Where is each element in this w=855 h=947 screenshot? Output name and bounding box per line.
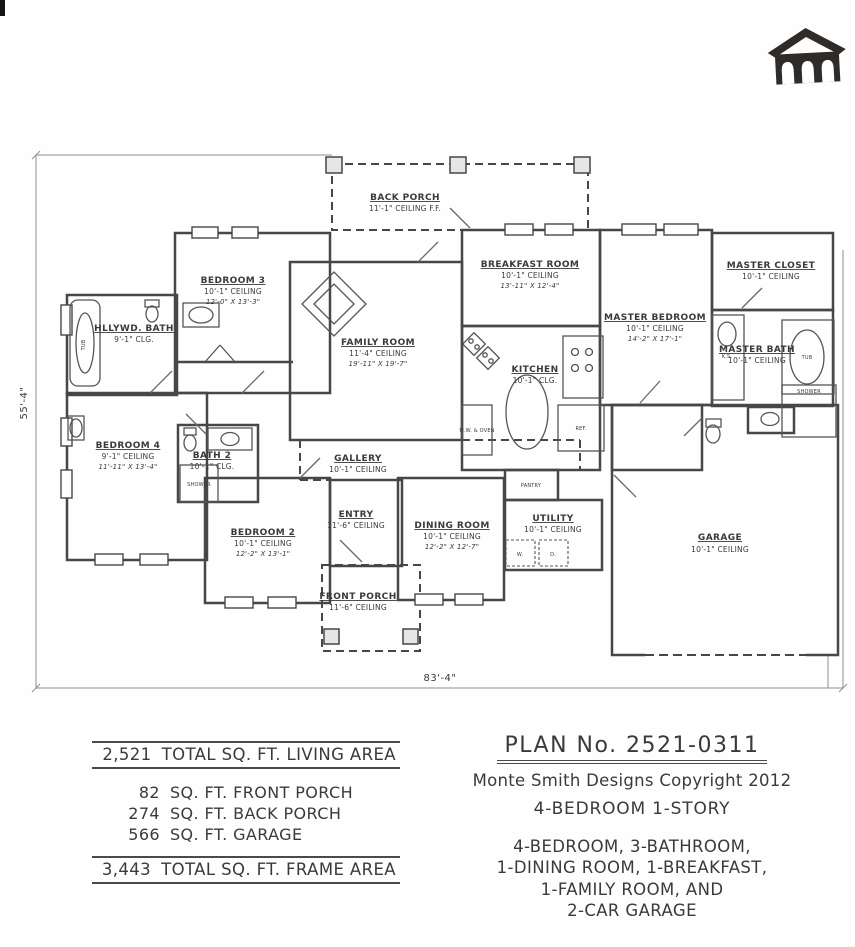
room-label-front-porch: FRONT PORCH	[319, 592, 397, 602]
toilet-bath2	[184, 428, 196, 435]
walls	[67, 230, 838, 655]
svg-text:10'-1" CEILING: 10'-1" CEILING	[501, 271, 559, 280]
room-label-kitchen: KITCHEN	[511, 365, 559, 375]
svg-text:10'-1" CEILING: 10'-1" CEILING	[626, 324, 684, 333]
square-footage-stats	[92, 741, 400, 884]
refrigerator-label: REF.	[575, 426, 587, 432]
sink-hall	[761, 413, 779, 426]
copyright-line: Monte Smith Designs Copyright 2012	[472, 771, 792, 790]
fireplace	[302, 272, 366, 336]
frame-area-total	[92, 856, 400, 884]
pantry-label: PANTRY	[520, 483, 542, 489]
living-area-value: 2,521	[102, 745, 152, 764]
room-label-breakfast: BREAKFAST ROOM	[480, 260, 580, 270]
height-dimension: 55'-4"	[19, 386, 30, 420]
svg-text:11'-4" CEILING: 11'-4" CEILING	[349, 349, 407, 358]
room-label-bedroom-3: BEDROOM 3	[200, 276, 266, 286]
width-dimension: 83'-4"	[423, 673, 457, 684]
porch-outlines	[300, 164, 588, 651]
area-breakdown	[92, 783, 400, 844]
kitchen-sink-label: K.S.	[721, 354, 733, 360]
kitchen-island	[506, 375, 548, 449]
room-label-entry: ENTRY	[338, 510, 374, 520]
svg-text:10'-1" CEILING: 10'-1" CEILING	[234, 539, 292, 548]
svg-text:10'-1" CEILING: 10'-1" CEILING	[742, 272, 800, 281]
room-label-master-closet: MASTER CLOSET	[726, 261, 816, 271]
washer-dryer	[506, 540, 568, 566]
svg-text:13'-11" X 12'-4": 13'-11" X 12'-4"	[500, 282, 560, 290]
svg-text:12'-2" X 12'-7": 12'-2" X 12'-7"	[424, 543, 480, 551]
tub-master-label: TUB	[801, 355, 813, 361]
svg-text:11'-6" CEILING: 11'-6" CEILING	[329, 603, 387, 612]
svg-text:10'-1" CEILING: 10'-1" CEILING	[524, 525, 582, 534]
shower-master-label: SHOWER	[797, 389, 821, 395]
room-label-dining-room: DINING ROOM	[414, 521, 490, 531]
svg-text:10'-1" CLG.: 10'-1" CLG.	[189, 462, 235, 471]
svg-text:12'-0" X 13'-3": 12'-0" X 13'-3"	[205, 298, 261, 306]
fixtures	[68, 272, 836, 502]
shower-bath2-label: SHOWER	[187, 482, 211, 488]
svg-text:11'-6" CEILING: 11'-6" CEILING	[327, 521, 385, 530]
toilet-powder	[706, 419, 721, 427]
svg-text:10'-1" CEILING: 10'-1" CEILING	[423, 532, 481, 541]
plan-description: 4-BEDROOM, 3-BATHROOM, 1-DINING ROOM, 1-BREAKFAST, 1-FAMILY ROOM, AND 2-CAR GARAGE	[496, 837, 768, 921]
room-label-master-bath: MASTER BATH	[719, 345, 795, 355]
garage-area: 566 SQ. FT. GARAGE	[128, 825, 303, 844]
svg-text:10'-1" CEILING: 10'-1" CEILING	[728, 356, 786, 365]
room-label-family-room: FAMILY ROOM	[341, 338, 415, 348]
svg-text:10'-1" CEILING: 10'-1" CEILING	[204, 287, 262, 296]
room-label-bath-2: BATH 2	[192, 451, 232, 461]
frame-area-value: 3,443	[101, 860, 152, 879]
room-label-bedroom-4: BEDROOM 4	[95, 441, 161, 451]
tub-label: TUB	[81, 339, 87, 351]
washer-label: W.	[516, 552, 524, 558]
svg-text:11'-11" X 13'-4": 11'-11" X 13'-4"	[98, 463, 158, 471]
plan-number: PLAN No. 2521-0311	[497, 733, 768, 764]
svg-text:12'-2" X 13'-1": 12'-2" X 13'-1"	[235, 550, 291, 558]
sink-counter-bath2	[208, 428, 252, 450]
room-label-utility: UTILITY	[532, 514, 574, 524]
story-line: 4-BEDROOM 1-STORY	[533, 799, 731, 819]
room-label-bedroom-2: BEDROOM 2	[230, 528, 296, 538]
svg-text:10'-1" CEILING: 10'-1" CEILING	[329, 465, 387, 474]
dryer-label: D.	[550, 552, 556, 558]
frame-area-label: TOTAL SQ. FT. FRAME AREA	[161, 860, 396, 879]
room-label-gallery: GALLERY	[334, 454, 382, 464]
room-label-master-bedroom: MASTER BEDROOM	[603, 313, 707, 323]
svg-text:14'-2" X 17'-1": 14'-2" X 17'-1"	[627, 335, 683, 343]
front-porch-area: 82 SQ. FT. FRONT PORCH	[138, 783, 353, 802]
room-labels	[94, 193, 815, 612]
room-label-hollywood-bath: HLLYWD. BATH	[94, 324, 174, 334]
svg-text:10'-1" CLG.: 10'-1" CLG.	[512, 376, 558, 385]
svg-text:9'-1" CLG.: 9'-1" CLG.	[114, 335, 154, 344]
title-block	[444, 733, 820, 922]
double-oven	[563, 336, 603, 398]
svg-text:9'-1" CEILING: 9'-1" CEILING	[101, 452, 155, 461]
living-area-total	[92, 741, 400, 769]
svg-text:11'-1" CEILING F.F.: 11'-1" CEILING F.F.	[368, 204, 442, 213]
svg-text:19'-11" X 19'-7": 19'-11" X 19'-7"	[348, 360, 408, 368]
room-label-back-porch: BACK PORCH	[370, 193, 440, 203]
room-label-garage: GARAGE	[697, 533, 743, 543]
back-porch-area: 274 SQ. FT. BACK PORCH	[128, 804, 342, 823]
living-area-label: TOTAL SQ. FT. LIVING AREA	[161, 745, 396, 764]
microwave-oven-label: M.W. & OVEN	[459, 428, 495, 434]
svg-text:10'-1" CEILING: 10'-1" CEILING	[691, 545, 749, 554]
